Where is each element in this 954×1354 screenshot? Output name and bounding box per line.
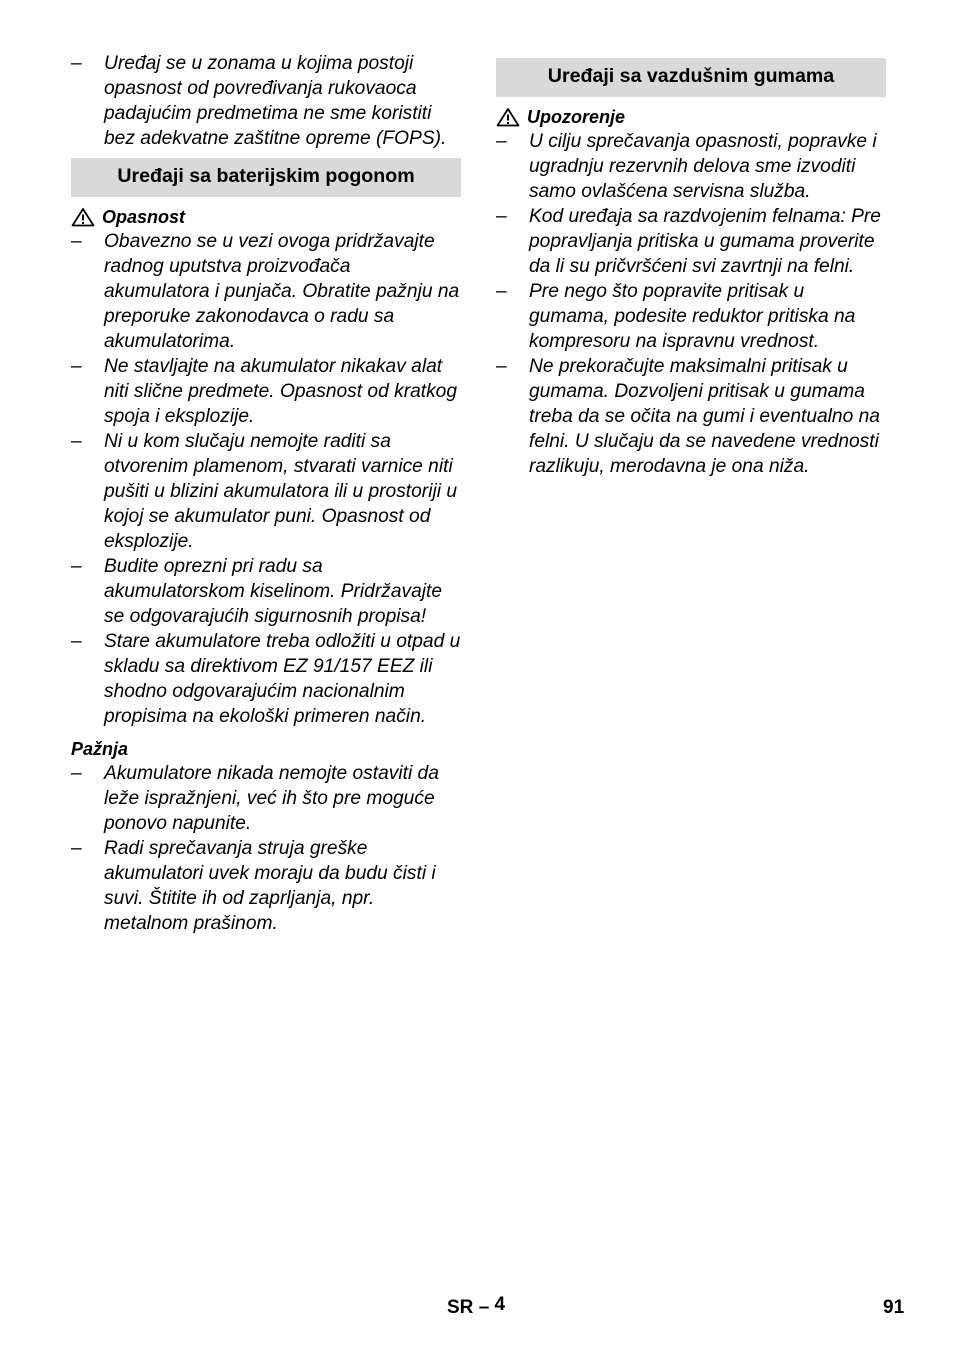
footer-lang: SR — [447, 1297, 474, 1318]
danger-item-text: Stare akumulatore treba odložiti u otpad u skladu sa direktivom EZ 91/157 EEZ ili shodno odgovarajućim nacionalnim propisima na ekološki primeren način. — [104, 631, 461, 727]
list-item — [496, 129, 886, 204]
danger-label: Opasnost — [102, 207, 186, 227]
left-column — [71, 51, 461, 936]
list-dash: – — [71, 631, 82, 652]
warning-triangle-icon — [71, 207, 95, 227]
list-item — [71, 429, 461, 554]
section-title-battery: Uređaji sa baterijskim pogonom — [71, 158, 461, 197]
list-item — [71, 761, 461, 836]
list-item — [496, 279, 886, 354]
warning-heading — [496, 105, 886, 129]
warning-item-text: Ne prekoračujte maksimalni pritisak u gumama. Dozvoljeni pritisak u gumama treba da se očita na gumi i eventualno na felni. U slučaju da se navedene vrednosti razlikuju, merodavna je ona niža. — [529, 356, 880, 477]
attention-item-text: Akumulatore nikada nemojte ostaviti da leže ispražnjeni, već ih što pre moguće ponovo napunite. — [104, 763, 439, 834]
danger-item-text: Obavezno se u vezi ovoga pridržavajte radnog uputstva proizvođača akumulatora i punjača. Obratite pažnju na preporuke zakonodavca o radu sa akumulatorima. — [104, 231, 460, 352]
right-column — [496, 58, 886, 479]
intro-item — [71, 51, 461, 151]
list-dash: – — [496, 281, 507, 302]
list-item — [71, 554, 461, 629]
list-dash: – — [71, 356, 82, 377]
list-item — [71, 229, 461, 354]
list-dash: – — [71, 556, 82, 577]
list-item — [496, 204, 886, 279]
list-dash: – — [496, 356, 507, 377]
list-dash: – — [71, 838, 82, 859]
footer-section-page: 4 — [494, 1294, 506, 1315]
footer-dash: – — [478, 1297, 490, 1318]
list-item — [71, 629, 461, 729]
list-dash: – — [496, 131, 507, 152]
section-title-tires: Uređaji sa vazdušnim gumama — [496, 58, 886, 97]
attention-heading: Pažnja — [71, 739, 129, 759]
list-dash: – — [496, 206, 507, 227]
list-item — [71, 354, 461, 429]
warning-label: Upozorenje — [527, 107, 626, 127]
danger-item-text: Ni u kom slučaju nemojte raditi sa otvorenim plamenom, stvarati varnice niti pušiti u blizini akumulatora ili u prostoriji u kojoj se akumulator puni. Opasnost od eksplozije. — [104, 431, 457, 552]
warning-triangle-icon — [496, 107, 520, 127]
list-dash: – — [71, 763, 82, 784]
warning-item-text: Kod uređaja sa razdvojenim felnama: Pre popravljanja pritiska u gumama proverite da li su pričvršćeni svi zavrtnji na felni. — [529, 206, 881, 277]
list-item — [496, 354, 886, 479]
warning-item-text: U cilju sprečavanja opasnosti, popravke i ugradnju rezervnih delova sme izvoditi samo ovlašćena servisna služba. — [529, 131, 877, 202]
page-number: 91 — [883, 1297, 905, 1318]
footer-section-label — [447, 1294, 506, 1319]
danger-item-text: Ne stavljajte na akumulator nikakav alat niti slične predmete. Opasnost od kratkog spoja i eksplozije. — [104, 356, 458, 427]
list-item — [71, 836, 461, 936]
list-dash: – — [71, 231, 82, 252]
danger-heading — [71, 205, 461, 229]
intro-text: Uređaj se u zonama u kojima postoji opasnost od povređivanja rukovaoca padajućim predmetima ne sme koristiti bez adekvatne zaštitne opreme (FOPS). — [104, 53, 447, 149]
danger-item-text: Budite oprezni pri radu sa akumulatorskom kiselinom. Pridržavajte se odgovarajućih sigurnosnih propisa! — [104, 556, 443, 627]
attention-item-text: Radi sprečavanja struja greške akumulatori uvek moraju da budu čisti i suvi. Štitite ih od zaprljanja, npr. metalnom prašinom. — [104, 838, 436, 934]
list-dash: – — [71, 53, 82, 74]
warning-item-text: Pre nego što popravite pritisak u gumama, podesite reduktor pritiska na kompresoru na ispravnu vrednost. — [529, 281, 856, 352]
list-dash: – — [71, 431, 82, 452]
